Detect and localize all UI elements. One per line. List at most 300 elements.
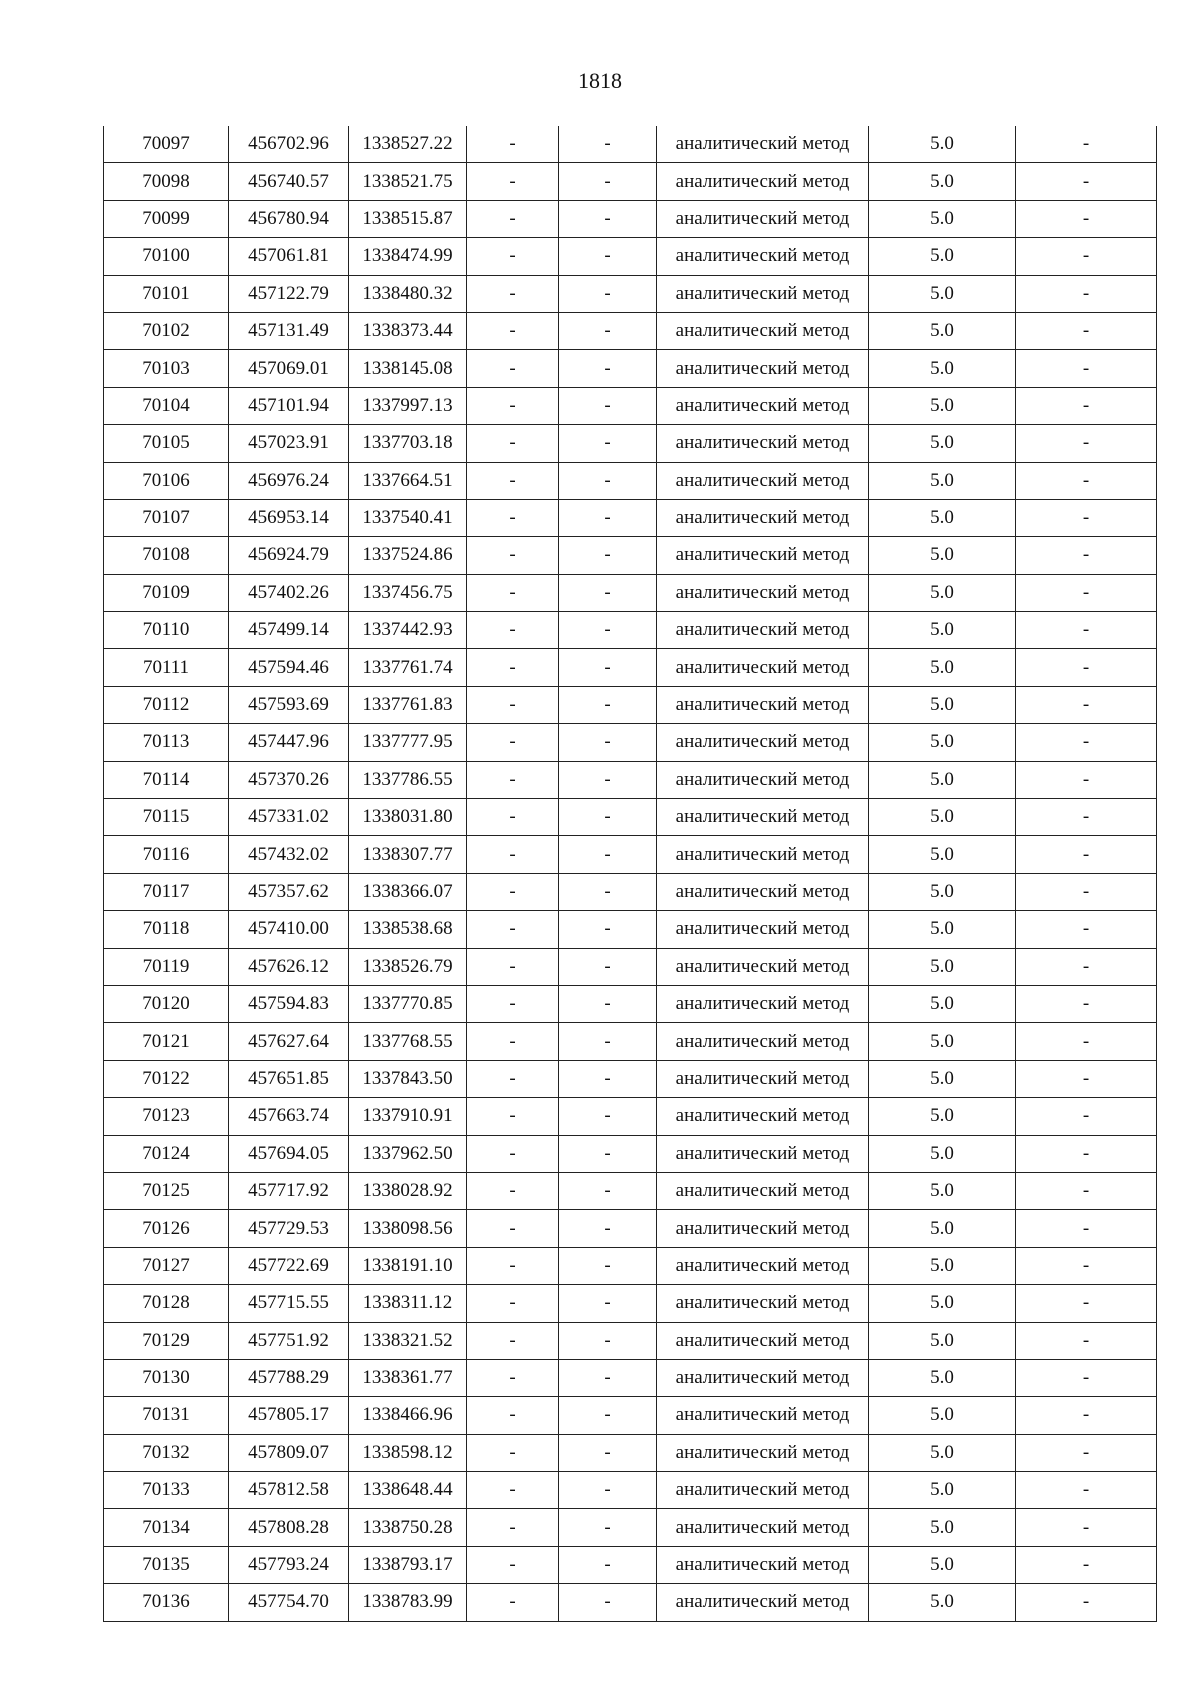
accuracy-cell: 5.0 xyxy=(869,499,1016,536)
method-cell: аналитический метод xyxy=(657,1322,869,1359)
accuracy-cell: 5.0 xyxy=(869,1285,1016,1322)
point-number-cell: 70125 xyxy=(104,1172,229,1209)
table-row xyxy=(104,1359,1157,1396)
empty-cell-3: - xyxy=(1016,1098,1157,1135)
point-number-cell: 70108 xyxy=(104,537,229,574)
empty-cell-1: - xyxy=(467,612,559,649)
x-coordinate-cell: 457499.14 xyxy=(229,612,349,649)
empty-cell-2: - xyxy=(559,1135,657,1172)
method-cell: аналитический метод xyxy=(657,799,869,836)
table-row xyxy=(104,499,1157,536)
accuracy-cell: 5.0 xyxy=(869,1546,1016,1583)
table-row xyxy=(104,574,1157,611)
accuracy-cell: 5.0 xyxy=(869,537,1016,574)
method-cell: аналитический метод xyxy=(657,1210,869,1247)
method-cell: аналитический метод xyxy=(657,1584,869,1621)
method-cell: аналитический метод xyxy=(657,126,869,163)
y-coordinate-cell: 1337761.74 xyxy=(349,649,467,686)
point-number-cell: 70116 xyxy=(104,836,229,873)
method-cell: аналитический метод xyxy=(657,1359,869,1396)
x-coordinate-cell: 457722.69 xyxy=(229,1247,349,1284)
empty-cell-1: - xyxy=(467,724,559,761)
point-number-cell: 70115 xyxy=(104,799,229,836)
empty-cell-1: - xyxy=(467,911,559,948)
method-cell: аналитический метод xyxy=(657,761,869,798)
point-number-cell: 70131 xyxy=(104,1397,229,1434)
y-coordinate-cell: 1337962.50 xyxy=(349,1135,467,1172)
method-cell: аналитический метод xyxy=(657,1060,869,1097)
method-cell: аналитический метод xyxy=(657,462,869,499)
table-row xyxy=(104,873,1157,910)
y-coordinate-cell: 1337761.83 xyxy=(349,686,467,723)
empty-cell-1: - xyxy=(467,948,559,985)
x-coordinate-cell: 456953.14 xyxy=(229,499,349,536)
empty-cell-3: - xyxy=(1016,1285,1157,1322)
empty-cell-3: - xyxy=(1016,1172,1157,1209)
empty-cell-2: - xyxy=(559,1023,657,1060)
empty-cell-2: - xyxy=(559,724,657,761)
empty-cell-1: - xyxy=(467,499,559,536)
y-coordinate-cell: 1338191.10 xyxy=(349,1247,467,1284)
y-coordinate-cell: 1338028.92 xyxy=(349,1172,467,1209)
empty-cell-2: - xyxy=(559,799,657,836)
accuracy-cell: 5.0 xyxy=(869,1359,1016,1396)
empty-cell-1: - xyxy=(467,761,559,798)
x-coordinate-cell: 457751.92 xyxy=(229,1322,349,1359)
point-number-cell: 70133 xyxy=(104,1472,229,1509)
y-coordinate-cell: 1337456.75 xyxy=(349,574,467,611)
point-number-cell: 70109 xyxy=(104,574,229,611)
table-row xyxy=(104,1247,1157,1284)
table-row xyxy=(104,799,1157,836)
point-number-cell: 70129 xyxy=(104,1322,229,1359)
empty-cell-1: - xyxy=(467,574,559,611)
empty-cell-1: - xyxy=(467,425,559,462)
x-coordinate-cell: 457663.74 xyxy=(229,1098,349,1135)
empty-cell-3: - xyxy=(1016,649,1157,686)
x-coordinate-cell: 457626.12 xyxy=(229,948,349,985)
method-cell: аналитический метод xyxy=(657,1434,869,1471)
empty-cell-1: - xyxy=(467,238,559,275)
y-coordinate-cell: 1337997.13 xyxy=(349,387,467,424)
accuracy-cell: 5.0 xyxy=(869,238,1016,275)
empty-cell-1: - xyxy=(467,1285,559,1322)
coordinates-table xyxy=(103,126,1157,1622)
accuracy-cell: 5.0 xyxy=(869,200,1016,237)
empty-cell-1: - xyxy=(467,1060,559,1097)
accuracy-cell: 5.0 xyxy=(869,686,1016,723)
point-number-cell: 70120 xyxy=(104,985,229,1022)
empty-cell-1: - xyxy=(467,1322,559,1359)
table-row xyxy=(104,985,1157,1022)
y-coordinate-cell: 1338361.77 xyxy=(349,1359,467,1396)
table-row xyxy=(104,724,1157,761)
accuracy-cell: 5.0 xyxy=(869,425,1016,462)
method-cell: аналитический метод xyxy=(657,1285,869,1322)
empty-cell-2: - xyxy=(559,1359,657,1396)
point-number-cell: 70124 xyxy=(104,1135,229,1172)
y-coordinate-cell: 1337664.51 xyxy=(349,462,467,499)
method-cell: аналитический метод xyxy=(657,1135,869,1172)
accuracy-cell: 5.0 xyxy=(869,275,1016,312)
point-number-cell: 70121 xyxy=(104,1023,229,1060)
x-coordinate-cell: 457131.49 xyxy=(229,312,349,349)
empty-cell-2: - xyxy=(559,574,657,611)
y-coordinate-cell: 1337786.55 xyxy=(349,761,467,798)
accuracy-cell: 5.0 xyxy=(869,1434,1016,1471)
empty-cell-1: - xyxy=(467,1023,559,1060)
point-number-cell: 70118 xyxy=(104,911,229,948)
point-number-cell: 70111 xyxy=(104,649,229,686)
point-number-cell: 70104 xyxy=(104,387,229,424)
empty-cell-1: - xyxy=(467,1210,559,1247)
method-cell: аналитический метод xyxy=(657,1546,869,1583)
x-coordinate-cell: 457793.24 xyxy=(229,1546,349,1583)
empty-cell-2: - xyxy=(559,387,657,424)
x-coordinate-cell: 457023.91 xyxy=(229,425,349,462)
point-number-cell: 70098 xyxy=(104,163,229,200)
empty-cell-2: - xyxy=(559,1472,657,1509)
point-number-cell: 70102 xyxy=(104,312,229,349)
empty-cell-3: - xyxy=(1016,1247,1157,1284)
empty-cell-2: - xyxy=(559,985,657,1022)
x-coordinate-cell: 457432.02 xyxy=(229,836,349,873)
accuracy-cell: 5.0 xyxy=(869,724,1016,761)
y-coordinate-cell: 1338598.12 xyxy=(349,1434,467,1471)
method-cell: аналитический метод xyxy=(657,911,869,948)
x-coordinate-cell: 457805.17 xyxy=(229,1397,349,1434)
method-cell: аналитический метод xyxy=(657,724,869,761)
y-coordinate-cell: 1337703.18 xyxy=(349,425,467,462)
table-row xyxy=(104,387,1157,424)
method-cell: аналитический метод xyxy=(657,1098,869,1135)
method-cell: аналитический метод xyxy=(657,499,869,536)
empty-cell-1: - xyxy=(467,1546,559,1583)
empty-cell-1: - xyxy=(467,163,559,200)
accuracy-cell: 5.0 xyxy=(869,1172,1016,1209)
empty-cell-3: - xyxy=(1016,163,1157,200)
empty-cell-3: - xyxy=(1016,350,1157,387)
table-row xyxy=(104,1285,1157,1322)
empty-cell-2: - xyxy=(559,1322,657,1359)
y-coordinate-cell: 1337540.41 xyxy=(349,499,467,536)
empty-cell-3: - xyxy=(1016,238,1157,275)
empty-cell-1: - xyxy=(467,1434,559,1471)
method-cell: аналитический метод xyxy=(657,1247,869,1284)
accuracy-cell: 5.0 xyxy=(869,350,1016,387)
empty-cell-1: - xyxy=(467,985,559,1022)
empty-cell-2: - xyxy=(559,275,657,312)
accuracy-cell: 5.0 xyxy=(869,1397,1016,1434)
method-cell: аналитический метод xyxy=(657,985,869,1022)
empty-cell-2: - xyxy=(559,238,657,275)
accuracy-cell: 5.0 xyxy=(869,1135,1016,1172)
table-row xyxy=(104,163,1157,200)
y-coordinate-cell: 1338480.32 xyxy=(349,275,467,312)
empty-cell-3: - xyxy=(1016,873,1157,910)
empty-cell-1: - xyxy=(467,649,559,686)
y-coordinate-cell: 1338031.80 xyxy=(349,799,467,836)
empty-cell-3: - xyxy=(1016,612,1157,649)
empty-cell-1: - xyxy=(467,200,559,237)
x-coordinate-cell: 457788.29 xyxy=(229,1359,349,1396)
empty-cell-2: - xyxy=(559,1397,657,1434)
table-row xyxy=(104,312,1157,349)
point-number-cell: 70114 xyxy=(104,761,229,798)
accuracy-cell: 5.0 xyxy=(869,799,1016,836)
accuracy-cell: 5.0 xyxy=(869,574,1016,611)
method-cell: аналитический метод xyxy=(657,574,869,611)
y-coordinate-cell: 1338521.75 xyxy=(349,163,467,200)
accuracy-cell: 5.0 xyxy=(869,1247,1016,1284)
accuracy-cell: 5.0 xyxy=(869,911,1016,948)
empty-cell-3: - xyxy=(1016,1509,1157,1546)
empty-cell-1: - xyxy=(467,1584,559,1621)
accuracy-cell: 5.0 xyxy=(869,836,1016,873)
table-row xyxy=(104,1509,1157,1546)
empty-cell-2: - xyxy=(559,163,657,200)
accuracy-cell: 5.0 xyxy=(869,948,1016,985)
empty-cell-3: - xyxy=(1016,1023,1157,1060)
x-coordinate-cell: 457331.02 xyxy=(229,799,349,836)
y-coordinate-cell: 1337777.95 xyxy=(349,724,467,761)
empty-cell-2: - xyxy=(559,425,657,462)
point-number-cell: 70127 xyxy=(104,1247,229,1284)
x-coordinate-cell: 457651.85 xyxy=(229,1060,349,1097)
table-row xyxy=(104,425,1157,462)
x-coordinate-cell: 457594.83 xyxy=(229,985,349,1022)
x-coordinate-cell: 456780.94 xyxy=(229,200,349,237)
empty-cell-1: - xyxy=(467,537,559,574)
method-cell: аналитический метод xyxy=(657,1472,869,1509)
method-cell: аналитический метод xyxy=(657,1397,869,1434)
point-number-cell: 70134 xyxy=(104,1509,229,1546)
method-cell: аналитический метод xyxy=(657,649,869,686)
empty-cell-3: - xyxy=(1016,1434,1157,1471)
method-cell: аналитический метод xyxy=(657,1023,869,1060)
empty-cell-1: - xyxy=(467,1172,559,1209)
y-coordinate-cell: 1337524.86 xyxy=(349,537,467,574)
empty-cell-2: - xyxy=(559,462,657,499)
y-coordinate-cell: 1337442.93 xyxy=(349,612,467,649)
x-coordinate-cell: 457061.81 xyxy=(229,238,349,275)
empty-cell-1: - xyxy=(467,387,559,424)
empty-cell-2: - xyxy=(559,200,657,237)
method-cell: аналитический метод xyxy=(657,200,869,237)
empty-cell-3: - xyxy=(1016,761,1157,798)
x-coordinate-cell: 456702.96 xyxy=(229,126,349,163)
accuracy-cell: 5.0 xyxy=(869,387,1016,424)
table-row xyxy=(104,1210,1157,1247)
empty-cell-1: - xyxy=(467,126,559,163)
empty-cell-3: - xyxy=(1016,1546,1157,1583)
accuracy-cell: 5.0 xyxy=(869,126,1016,163)
point-number-cell: 70123 xyxy=(104,1098,229,1135)
x-coordinate-cell: 457402.26 xyxy=(229,574,349,611)
accuracy-cell: 5.0 xyxy=(869,649,1016,686)
y-coordinate-cell: 1338466.96 xyxy=(349,1397,467,1434)
y-coordinate-cell: 1338321.52 xyxy=(349,1322,467,1359)
empty-cell-3: - xyxy=(1016,574,1157,611)
x-coordinate-cell: 457812.58 xyxy=(229,1472,349,1509)
y-coordinate-cell: 1338783.99 xyxy=(349,1584,467,1621)
x-coordinate-cell: 457754.70 xyxy=(229,1584,349,1621)
point-number-cell: 70113 xyxy=(104,724,229,761)
empty-cell-1: - xyxy=(467,1397,559,1434)
table-row xyxy=(104,126,1157,163)
table-row xyxy=(104,462,1157,499)
x-coordinate-cell: 457594.46 xyxy=(229,649,349,686)
empty-cell-1: - xyxy=(467,799,559,836)
empty-cell-2: - xyxy=(559,1546,657,1583)
table-row xyxy=(104,1060,1157,1097)
point-number-cell: 70101 xyxy=(104,275,229,312)
table-row xyxy=(104,1472,1157,1509)
accuracy-cell: 5.0 xyxy=(869,163,1016,200)
method-cell: аналитический метод xyxy=(657,275,869,312)
x-coordinate-cell: 456740.57 xyxy=(229,163,349,200)
point-number-cell: 70097 xyxy=(104,126,229,163)
accuracy-cell: 5.0 xyxy=(869,462,1016,499)
empty-cell-3: - xyxy=(1016,462,1157,499)
table-row xyxy=(104,238,1157,275)
point-number-cell: 70128 xyxy=(104,1285,229,1322)
y-coordinate-cell: 1337910.91 xyxy=(349,1098,467,1135)
x-coordinate-cell: 457447.96 xyxy=(229,724,349,761)
empty-cell-3: - xyxy=(1016,1397,1157,1434)
point-number-cell: 70100 xyxy=(104,238,229,275)
empty-cell-2: - xyxy=(559,537,657,574)
empty-cell-1: - xyxy=(467,275,559,312)
y-coordinate-cell: 1338474.99 xyxy=(349,238,467,275)
empty-cell-3: - xyxy=(1016,312,1157,349)
x-coordinate-cell: 457717.92 xyxy=(229,1172,349,1209)
empty-cell-3: - xyxy=(1016,275,1157,312)
point-number-cell: 70099 xyxy=(104,200,229,237)
y-coordinate-cell: 1337768.55 xyxy=(349,1023,467,1060)
y-coordinate-cell: 1338145.08 xyxy=(349,350,467,387)
accuracy-cell: 5.0 xyxy=(869,761,1016,798)
table-row xyxy=(104,1135,1157,1172)
point-number-cell: 70135 xyxy=(104,1546,229,1583)
empty-cell-1: - xyxy=(467,312,559,349)
empty-cell-2: - xyxy=(559,1285,657,1322)
accuracy-cell: 5.0 xyxy=(869,985,1016,1022)
table-row xyxy=(104,948,1157,985)
y-coordinate-cell: 1337843.50 xyxy=(349,1060,467,1097)
method-cell: аналитический метод xyxy=(657,948,869,985)
point-number-cell: 70119 xyxy=(104,948,229,985)
point-number-cell: 70122 xyxy=(104,1060,229,1097)
x-coordinate-cell: 457101.94 xyxy=(229,387,349,424)
empty-cell-2: - xyxy=(559,1172,657,1209)
method-cell: аналитический метод xyxy=(657,387,869,424)
method-cell: аналитический метод xyxy=(657,425,869,462)
empty-cell-2: - xyxy=(559,312,657,349)
x-coordinate-cell: 456924.79 xyxy=(229,537,349,574)
table-body xyxy=(104,126,1157,1621)
x-coordinate-cell: 457729.53 xyxy=(229,1210,349,1247)
y-coordinate-cell: 1338793.17 xyxy=(349,1546,467,1583)
point-number-cell: 70112 xyxy=(104,686,229,723)
accuracy-cell: 5.0 xyxy=(869,873,1016,910)
point-number-cell: 70103 xyxy=(104,350,229,387)
empty-cell-2: - xyxy=(559,350,657,387)
accuracy-cell: 5.0 xyxy=(869,312,1016,349)
point-number-cell: 70110 xyxy=(104,612,229,649)
x-coordinate-cell: 457694.05 xyxy=(229,1135,349,1172)
accuracy-cell: 5.0 xyxy=(869,612,1016,649)
empty-cell-2: - xyxy=(559,911,657,948)
empty-cell-2: - xyxy=(559,948,657,985)
empty-cell-3: - xyxy=(1016,1060,1157,1097)
table-row xyxy=(104,1322,1157,1359)
empty-cell-3: - xyxy=(1016,200,1157,237)
table-row xyxy=(104,686,1157,723)
method-cell: аналитический метод xyxy=(657,1172,869,1209)
empty-cell-1: - xyxy=(467,686,559,723)
x-coordinate-cell: 457593.69 xyxy=(229,686,349,723)
table-row xyxy=(104,1397,1157,1434)
empty-cell-3: - xyxy=(1016,686,1157,723)
empty-cell-3: - xyxy=(1016,1135,1157,1172)
table-row xyxy=(104,350,1157,387)
empty-cell-3: - xyxy=(1016,537,1157,574)
empty-cell-1: - xyxy=(467,1359,559,1396)
y-coordinate-cell: 1338373.44 xyxy=(349,312,467,349)
method-cell: аналитический метод xyxy=(657,873,869,910)
empty-cell-2: - xyxy=(559,649,657,686)
method-cell: аналитический метод xyxy=(657,836,869,873)
empty-cell-2: - xyxy=(559,1210,657,1247)
empty-cell-3: - xyxy=(1016,1322,1157,1359)
empty-cell-3: - xyxy=(1016,1584,1157,1621)
empty-cell-2: - xyxy=(559,761,657,798)
x-coordinate-cell: 457122.79 xyxy=(229,275,349,312)
empty-cell-3: - xyxy=(1016,948,1157,985)
method-cell: аналитический метод xyxy=(657,612,869,649)
page-number: 1818 xyxy=(578,68,622,93)
empty-cell-2: - xyxy=(559,1434,657,1471)
y-coordinate-cell: 1338366.07 xyxy=(349,873,467,910)
table-row xyxy=(104,1023,1157,1060)
empty-cell-1: - xyxy=(467,350,559,387)
empty-cell-2: - xyxy=(559,873,657,910)
point-number-cell: 70105 xyxy=(104,425,229,462)
empty-cell-1: - xyxy=(467,462,559,499)
accuracy-cell: 5.0 xyxy=(869,1023,1016,1060)
point-number-cell: 70106 xyxy=(104,462,229,499)
x-coordinate-cell: 457808.28 xyxy=(229,1509,349,1546)
empty-cell-1: - xyxy=(467,1247,559,1284)
y-coordinate-cell: 1338307.77 xyxy=(349,836,467,873)
accuracy-cell: 5.0 xyxy=(869,1060,1016,1097)
table-row xyxy=(104,275,1157,312)
empty-cell-2: - xyxy=(559,686,657,723)
y-coordinate-cell: 1338526.79 xyxy=(349,948,467,985)
empty-cell-1: - xyxy=(467,1472,559,1509)
empty-cell-2: - xyxy=(559,126,657,163)
empty-cell-2: - xyxy=(559,612,657,649)
method-cell: аналитический метод xyxy=(657,163,869,200)
point-number-cell: 70107 xyxy=(104,499,229,536)
empty-cell-1: - xyxy=(467,1509,559,1546)
x-coordinate-cell: 457370.26 xyxy=(229,761,349,798)
empty-cell-1: - xyxy=(467,873,559,910)
accuracy-cell: 5.0 xyxy=(869,1322,1016,1359)
empty-cell-3: - xyxy=(1016,387,1157,424)
y-coordinate-cell: 1338311.12 xyxy=(349,1285,467,1322)
